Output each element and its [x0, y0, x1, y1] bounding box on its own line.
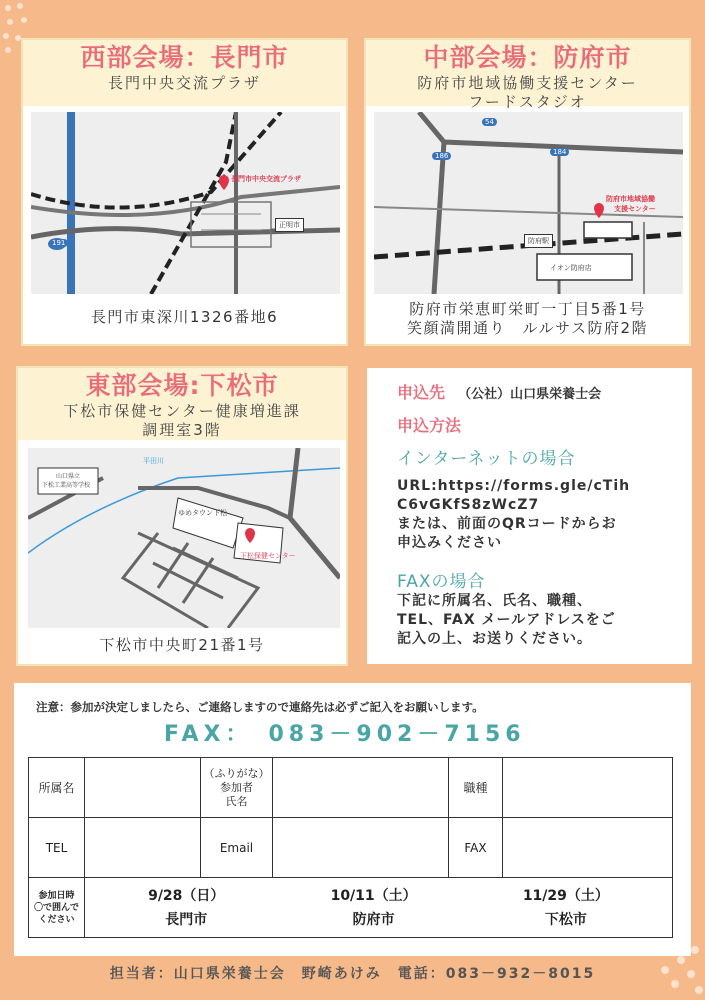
east-venue-name-2: 調理室3階 — [142, 421, 222, 439]
east-venue-title: 東部会場:下松市 — [85, 371, 279, 400]
fax-input-cell[interactable] — [503, 818, 673, 878]
application-method-label: 申込方法 — [397, 416, 462, 435]
application-to-label: 申込先 — [397, 383, 446, 402]
form-notice: 注意：参加が決定しましたら、ご連絡しますので連絡先は必ずご記入をお願いします。 — [36, 700, 484, 714]
application-info-panel — [367, 368, 692, 664]
date-label-2: 〇で囲んで — [33, 902, 79, 913]
east-venue-header — [18, 368, 346, 440]
west-map-station: 正明市 — [275, 218, 304, 232]
east-venue-map — [28, 448, 340, 628]
west-venue-card — [21, 38, 348, 346]
date-option-hofu-date: 10/11（土） — [330, 887, 417, 904]
central-map-route-b: 186 — [432, 152, 451, 160]
date-option-nagato-city: 長門市 — [165, 911, 208, 928]
west-map-pin-icon — [219, 175, 229, 190]
participant-label-cell — [201, 758, 273, 818]
name-label: 氏名 — [225, 794, 248, 808]
org-label: 所属名 — [29, 758, 85, 818]
date-options-cell — [85, 878, 673, 938]
email-label: Email — [201, 818, 273, 878]
central-venue-name-1: 防府市地域協働支援センター — [417, 74, 638, 92]
east-map-school-2: 下松工業高等学校 — [42, 482, 91, 489]
date-option-kudamatsu[interactable] — [523, 884, 609, 932]
east-map-pin-label: 下松保健センター — [240, 552, 296, 560]
email-input-cell[interactable] — [273, 818, 449, 878]
form-fax-number: FAX： 083－902－7156 — [164, 722, 526, 747]
west-venue-map — [31, 112, 340, 294]
application-to-value: （公社）山口県栄養士会 — [458, 387, 602, 402]
central-map-store: イオン防府店 — [550, 264, 592, 272]
east-map-mall: ゆめタウン下松 — [178, 509, 227, 517]
form-table — [28, 757, 673, 938]
date-label-1: 参加日時 — [38, 890, 75, 901]
fax-label: FAX — [449, 818, 503, 878]
participant-label: 参加者 — [220, 780, 253, 794]
central-venue-title: 中部会場：防府市 — [423, 43, 632, 72]
east-venue-name-1: 下松市保健センター健康増進課 — [63, 402, 301, 420]
date-option-hofu-city: 防府市 — [352, 911, 395, 928]
central-map-route-c: 184 — [550, 148, 569, 156]
central-venue-map — [374, 112, 683, 294]
central-venue-address-2: 笑顔満開通り ルルサス防府2階 — [406, 319, 649, 337]
job-input-cell[interactable] — [503, 758, 673, 818]
date-option-nagato-date: 9/28（日） — [148, 887, 225, 904]
furigana-label: （ふりがな） — [203, 766, 270, 780]
org-input-cell[interactable] — [85, 758, 201, 818]
central-map-route-a: 54 — [482, 118, 497, 126]
fax-heading: FAXの場合 — [397, 572, 486, 592]
central-map-pin-icon — [594, 203, 604, 218]
central-map-station: 防府駅 — [524, 234, 553, 248]
internet-url-line-1[interactable]: URL:https://forms.gle/cTih — [397, 478, 631, 494]
west-venue-address: 長門市東深川1326番地6 — [90, 308, 279, 326]
central-venue-card — [364, 38, 691, 346]
west-map-route: 191 — [49, 239, 68, 247]
central-venue-address-1: 防府市栄恵町栄町一丁目5番1号 — [409, 300, 646, 318]
central-map-pin-label-2: 支援センター — [614, 205, 656, 213]
west-map-pin-label: 長門市中央交流プラザ — [231, 175, 301, 183]
fax-text-line-3: 記入の上、お送りください。 — [397, 631, 592, 647]
date-option-hofu[interactable] — [331, 884, 417, 932]
internet-text-line-3: または、前面のQRコードからお — [397, 516, 617, 532]
west-venue-title: 西部会場：長門市 — [80, 43, 289, 72]
east-map-school-1: 山口県立 — [56, 473, 81, 480]
east-venue-card — [16, 366, 348, 666]
internet-url-line-2[interactable]: C6vGKfS8zWcZ7 — [397, 497, 540, 513]
fax-text-line-1: 下記に所属名、氏名、職種、 — [397, 593, 592, 609]
date-option-kudamatsu-city: 下松市 — [544, 911, 587, 928]
tel-label: TEL — [29, 818, 85, 878]
central-venue-name-2: フードスタジオ — [468, 93, 587, 111]
east-venue-address: 下松市中央町21番1号 — [99, 636, 265, 654]
date-label-cell — [29, 878, 85, 938]
date-option-nagato[interactable] — [148, 884, 224, 932]
east-map-river: 平田川 — [143, 457, 164, 465]
tel-input-cell[interactable] — [85, 818, 201, 878]
internet-text-line-4: 申込みください — [397, 535, 502, 551]
west-venue-header — [23, 40, 346, 106]
central-venue-header — [366, 40, 689, 111]
job-label: 職種 — [449, 758, 503, 818]
west-venue-name: 長門中央交流プラザ — [107, 74, 261, 92]
central-map-pin-label-1: 防府市地域協働 — [606, 195, 655, 203]
fax-application-form — [14, 683, 691, 956]
date-label-3: ください — [38, 914, 75, 925]
fax-text-line-2: TEL、FAX メールアドレスをご — [397, 612, 616, 628]
date-option-kudamatsu-date: 11/29（土） — [522, 887, 609, 904]
footer-contact: 担当者：山口県栄養士会 野崎あけみ 電話：083－932－8015 — [109, 966, 596, 982]
name-input-cell[interactable] — [273, 758, 449, 818]
internet-heading: インターネットの場合 — [397, 449, 576, 469]
